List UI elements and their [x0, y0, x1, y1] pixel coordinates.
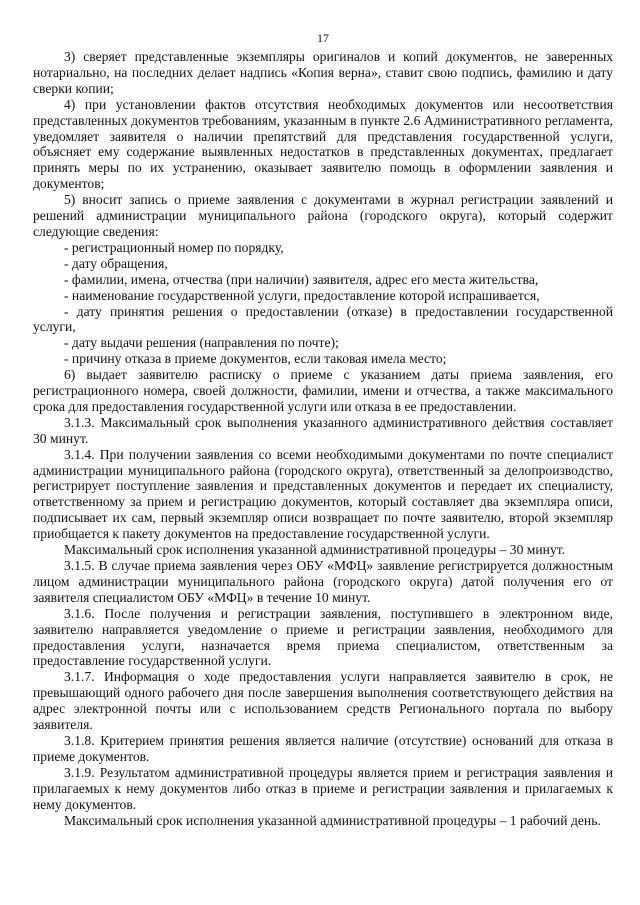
paragraph-max-time-30: Максимальный срок исполнения указанной административной процедуры – 30 минут.: [64, 542, 566, 558]
paragraph-5-journal-entry: 5) вносит запись о приеме заявления с документами в журнал регистрации заявлений и решений администрации муниципального района (городского округа), который содержит следующие сведения:: [33, 192, 613, 239]
paragraph-3-1-6: 3.1.6. После получения и регистрации заявления, поступившего в электронном виде, заявителю направляется уведомление о приеме и регистрации заявления, необходимого для предоставления услуги, назначается время приема специалистом, ответственным за предоставление государственной услуги.: [33, 605, 613, 669]
list-item-refusal-reason: - причину отказа в приеме документов, если таковая имела место;: [64, 351, 447, 367]
list-item-request-date: - дату обращения,: [64, 255, 168, 271]
paragraph-6-receipt: 6) выдает заявителю расписку о приеме с указанием даты приема заявления, его регистрационного номера, своей должности, фамилии, имени и отчества, а также максимального срока для предоставления государственной услуги или отказа в ее предоставлении.: [33, 367, 613, 414]
list-item-service-name: - наименование государственной услуги, предоставление которой испрашивается,: [64, 287, 540, 303]
paragraph-3-1-3: 3.1.3. Максимальный срок выполнения указанного административного действия составляет 30 минут.: [33, 414, 613, 446]
list-item-registration-number: - регистрационный номер по порядку,: [64, 239, 284, 255]
list-item-issue-date: - дату выдачи решения (направления по почте);: [64, 335, 339, 351]
paragraph-3-1-8: 3.1.8. Критерием принятия решения является наличие (отсутствие) оснований для отказа в приеме документов.: [33, 732, 613, 764]
list-item-decision-date: - дату принятия решения о предоставлении (отказе) в предоставлении государственной услуги,: [33, 303, 613, 335]
paragraph-4-missing-documents: 4) при установлении фактов отсутствия необходимых документов или несоответствия представленных документов требованиям, указанным в пункте 2.6 Административного регламента, уведомляет заявителя о наличии препятствий для представления государственной услуги, объясняет ему содержание выявленных недостатков в представленных документах, предлагает принять меры по их устранению, оказывает заявителю помощь в оформлении заявления и документов;: [33, 96, 613, 192]
list-item-applicant-name: - фамилии, имена, отчества (при наличии) заявителя, адрес его места жительства,: [64, 271, 539, 287]
page-number: 17: [317, 31, 329, 45]
paragraph-max-time-1-day: Максимальный срок исполнения указанной административной процедуры – 1 рабочий день.: [64, 812, 601, 828]
paragraph-3-1-4: 3.1.4. При получении заявления со всеми необходимыми документами по почте специалист администрации муниципального района (городского округа), ответственный за делопроизводство, регистрирует поступление заявления и представленных документов и передает их специалисту, ответственному за прием и регистрацию документов, который составляет два экземпляра описи, подписывает их сам, первый экземпляр описи возвращает по почте заявителю, второй экземпляр приобщается к пакету документов на предоставление государственной услуги.: [33, 446, 613, 542]
paragraph-3-1-9: 3.1.9. Результатом административной процедуры является прием и регистрация заявления и прилагаемых к нему документов либо отказ в приеме и регистрации заявления и прилагаемых к нему документов.: [33, 764, 613, 812]
paragraph-3-1-7: 3.1.7. Информация о ходе предоставления услуги направляется заявителю в срок, не превышающий одного рабочего дня после завершения выполнения соответствующего действия на адрес электронной почты или с использованием средств Регионального портала по выбору заявителя.: [33, 669, 613, 733]
paragraph-3-1-5: 3.1.5. В случае приема заявления через ОБУ «МФЦ» заявление регистрируется должностным лицом администрации муниципального района (городского округа) датой получения его от заявителя специалистом ОБУ «МФЦ» в течение 10 минут.: [33, 558, 613, 605]
paragraph-3-verify-copies: 3) сверяет представленные экземпляры оригиналов и копий документов, не заверенных нотариально, на последних делает надпись «Копия верна», ставит свою подпись, фамилию и дату сверки копии;: [33, 49, 613, 96]
